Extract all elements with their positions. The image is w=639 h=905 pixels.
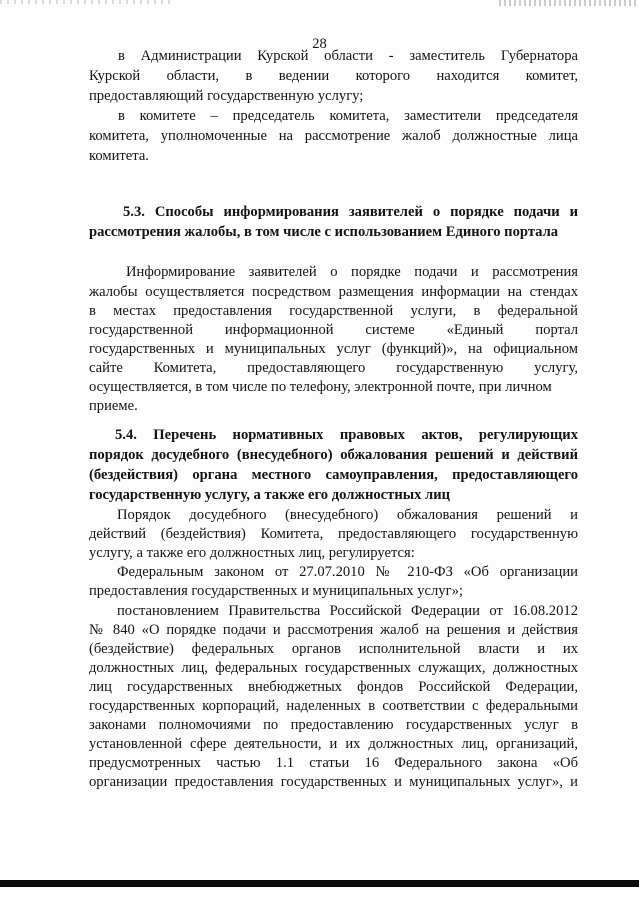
text-line: постановлением Правительства Российской Федерации от 16.08.2012 bbox=[117, 603, 578, 619]
text-line: комитета. bbox=[89, 148, 149, 164]
text-line: государственных корпораций, наделенных в соответствии с федеральными bbox=[89, 698, 578, 714]
text-line: государственной информационной системе «Единый портал bbox=[89, 322, 578, 338]
section-heading-5-3-cont: рассмотрения жалобы, в том числе с использованием Единого портала bbox=[89, 224, 559, 240]
text-line: предоставляющий государственную услугу; bbox=[89, 88, 364, 104]
text-line: лиц государственных внебюджетных фондов Российской Федерации, bbox=[89, 679, 578, 695]
text-line: организации предоставления государственных и муниципальных услуг», и bbox=[89, 774, 578, 790]
text-line: (бездействие) федеральных органов исполнительной власти и их bbox=[89, 641, 578, 657]
text-line: жалобы осуществляется посредством размещения информации на стендах bbox=[89, 284, 578, 300]
scan-artifact-top-right bbox=[499, 0, 639, 6]
text-line: предусмотренных частью 1.1 статьи 16 Федерального закона «Об bbox=[89, 755, 578, 771]
text-line: должностных лиц, федеральных государственных служащих, должностных bbox=[89, 660, 578, 676]
page-number: 28 bbox=[312, 36, 327, 52]
text-line: действий (бездействия) Комитета, предоставляющего государственную bbox=[89, 526, 578, 542]
text-line: осуществляется, в том числе по телефону, электронной почте, при личном bbox=[89, 379, 552, 395]
section-heading-5-4-cont: государственную услугу, а также его должностных лиц bbox=[89, 487, 451, 503]
text-line: в Администрации Курской области - заместитель Губернатора bbox=[118, 48, 578, 64]
section-heading-5-4: 5.4. Перечень нормативных правовых актов, регулирующих bbox=[115, 427, 578, 443]
text-line: Порядок досудебного (внесудебного) обжалования решений и bbox=[117, 507, 578, 523]
scan-artifact-bottom-bar bbox=[0, 880, 639, 887]
text-line: в комитете – председатель комитета, заместители председателя bbox=[118, 108, 578, 124]
scan-artifact-top-left bbox=[0, 0, 170, 4]
text-line: законами полномочиями по предоставлению государственных услуг в bbox=[89, 717, 578, 733]
text-line: в местах предоставления государственной услуги, в федеральной bbox=[89, 303, 578, 319]
text-line: Информирование заявителей о порядке подачи и рассмотрения bbox=[126, 264, 578, 280]
text-line: приеме. bbox=[89, 398, 138, 414]
text-line: сайте Комитета, предоставляющего государственную услугу, bbox=[89, 360, 578, 376]
text-line: государственных и муниципальных услуг (функций)», на официальном bbox=[89, 341, 578, 357]
text-line: предоставления государственных и муниципальных услуг»; bbox=[89, 583, 463, 599]
text-line: установленной сфере деятельности, и их должностных лиц, организаций, bbox=[89, 736, 578, 752]
section-heading-5-4-cont: порядок досудебного (внесудебного) обжалования решений и действий bbox=[89, 447, 578, 463]
section-heading-5-4-cont: (бездействия) органа местного самоуправления, предоставляющего bbox=[89, 467, 578, 483]
text-line: Федеральным законом от 27.07.2010 № 210-ФЗ «Об организации bbox=[117, 564, 578, 580]
text-line: № 840 «О порядке подачи и рассмотрения жалоб на решения и действия bbox=[89, 622, 578, 638]
text-line: Курской области, в ведении которого находится комитет, bbox=[89, 68, 578, 84]
section-heading-5-3: 5.3. Способы информирования заявителей о порядке подачи и bbox=[123, 204, 578, 220]
text-line: комитета, уполномоченные на рассмотрение жалоб должностные лица bbox=[89, 128, 578, 144]
text-line: услугу, а также его должностных лиц, регулируется: bbox=[89, 545, 415, 561]
